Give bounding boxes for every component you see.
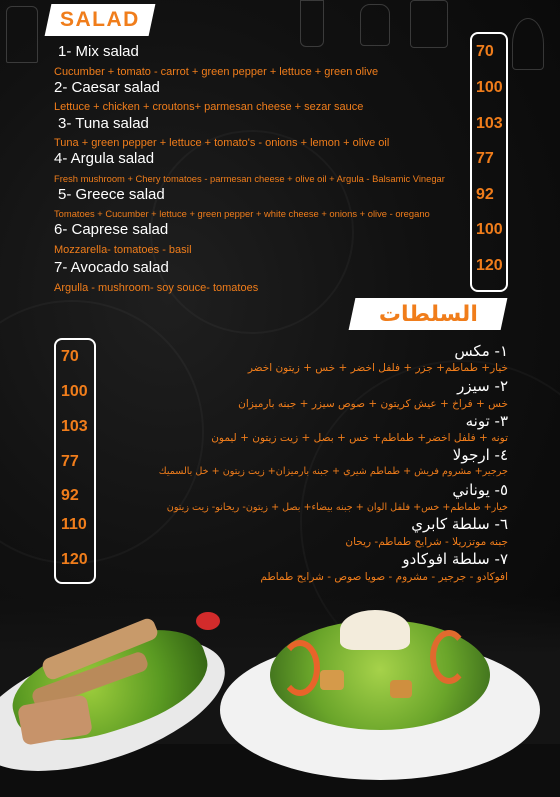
title-en-text: SALAD bbox=[60, 8, 140, 31]
menu-item-price: 70 bbox=[61, 348, 79, 365]
menu-item-price: 110 bbox=[61, 516, 87, 533]
menu-item-price: 100 bbox=[476, 79, 503, 96]
menu-item-name: 7- Avocado salad bbox=[54, 259, 169, 276]
menu-item-name: 6- Caprese salad bbox=[54, 221, 169, 238]
decorative-swirl bbox=[0, 300, 204, 564]
menu-item-name: ٧- سلطة افوكادو bbox=[402, 550, 508, 568]
menu-item-desc: خيار+ طماطم+ جزر + فلفل اخضر + خس + زيتون اخضر bbox=[247, 362, 508, 374]
decorative-swirl bbox=[150, 130, 354, 334]
sketch-bottle-icon bbox=[360, 4, 390, 46]
menu-item-desc: Tomatoes + Cucumber + lettuce + green pepper + white cheese + onions + olive - oregano bbox=[54, 208, 430, 219]
menu-item-price: 92 bbox=[476, 186, 494, 203]
menu-item-price: 120 bbox=[476, 257, 503, 274]
menu-item-desc: Fresh mushroom + Chery tomatoes - parmesan cheese + olive oil + Argula - Balsamic Vinegar bbox=[54, 173, 445, 184]
sketch-jar-icon bbox=[410, 0, 448, 48]
section-title-en bbox=[45, 4, 156, 36]
menu-item-price: 77 bbox=[476, 150, 494, 167]
menu-item-desc: Lettuce + chicken + croutons+ parmesan cheese + sezar sauce bbox=[54, 101, 364, 113]
menu-item-name: ٣- تونه bbox=[465, 412, 508, 430]
menu-item-name: 4- Argula salad bbox=[54, 150, 155, 167]
menu-item-desc: Tuna + green pepper + lettuce + tomato's - onions + lemon + olive oil bbox=[54, 137, 390, 149]
menu-item-price: 100 bbox=[476, 221, 503, 238]
title-ar-text: السلطات bbox=[378, 301, 478, 327]
menu-item-name: 5- Greece salad bbox=[58, 186, 165, 203]
menu-item-desc: جرجير+ مشروم فريش + طماطم شيري + جبنه بارميزان+ زيت زيتون + خل بالسميك bbox=[158, 466, 508, 477]
menu-item-price: 103 bbox=[476, 115, 503, 132]
section-title-ar bbox=[349, 298, 508, 330]
sketch-bottle-icon bbox=[300, 0, 324, 47]
menu-item-desc: Cucumber + tomato - carrot + green pepper + lettuce + green olive bbox=[54, 66, 379, 78]
menu-item-desc: جبنه موتزريلا - شرايح طماطم- ريحان bbox=[345, 536, 508, 548]
caesar-salad-photo bbox=[0, 600, 240, 744]
menu-item-name: ١- مكس bbox=[454, 342, 508, 360]
menu-item-name: ٦- سلطة كابري bbox=[411, 515, 508, 533]
menu-item-name: 3- Tuna salad bbox=[58, 115, 149, 132]
menu-item-desc: خيار+ طماطم+ خس+ فلفل الوان + جبنه بيضاء+ بصل + زيتون- ريحانو- زيت زيتون bbox=[166, 502, 508, 513]
menu-item-desc: Mozzarella- tomatoes - basil bbox=[54, 244, 192, 256]
menu-item-name: ٢- سيزر bbox=[457, 377, 508, 395]
menu-item-price: 92 bbox=[61, 487, 79, 504]
sketch-jar-icon bbox=[6, 6, 38, 63]
menu-item-price: 70 bbox=[476, 43, 494, 60]
menu-item-price: 100 bbox=[61, 383, 88, 400]
menu-item-desc: Argulla - mushroom- soy souce- tomatoes bbox=[54, 282, 259, 294]
sketch-glass-icon bbox=[512, 18, 544, 70]
shrimp-salad-photo bbox=[220, 600, 560, 744]
menu-item-desc: تونه + فلفل اخضر+ طماطم+ خس + بصل + زيت زيتون + ليمون bbox=[211, 432, 508, 444]
menu-item-price: 77 bbox=[61, 453, 79, 470]
menu-item-name: 2- Caesar salad bbox=[54, 79, 160, 96]
menu-item-name: ٤- ارجولا bbox=[452, 446, 508, 464]
menu-item-name: 1- Mix salad bbox=[58, 43, 139, 60]
menu-item-name: ٥- يوناني bbox=[452, 481, 508, 499]
menu-item-desc: خس + فراخ + عيش كريتون + صوص سيزر + جبنه بارميزان bbox=[238, 398, 508, 410]
menu-item-desc: افوكادو - جرجير - مشروم - صويا صوص - شرايح طماطم bbox=[260, 571, 508, 583]
menu-item-price: 120 bbox=[61, 551, 88, 568]
menu-item-price: 103 bbox=[61, 418, 88, 435]
